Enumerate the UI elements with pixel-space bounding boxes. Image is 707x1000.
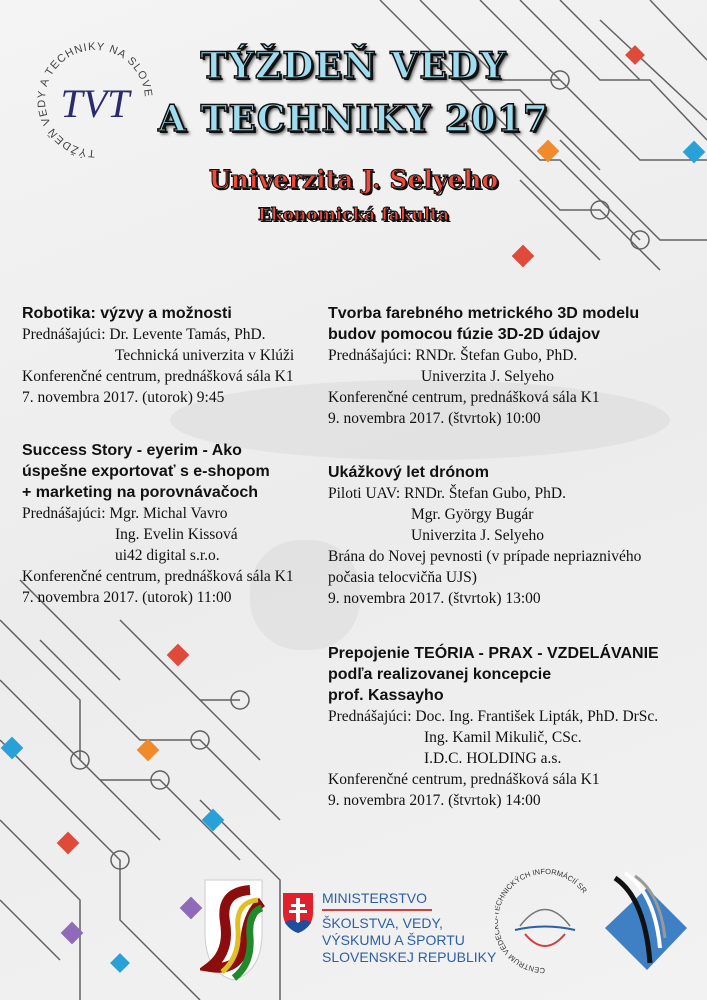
event-speaker: Ing. Evelin Kissová <box>115 526 238 543</box>
event-affiliation: Univerzita J. Selyeho <box>411 527 545 544</box>
event-title: budov pomocou fúzie 3D-2D údajov <box>328 326 601 343</box>
event-3d-model <box>328 303 639 429</box>
title-line1: TÝŽDEŇ VEDY <box>200 45 507 87</box>
event-venue: počasia telocvičňa UJS) <box>328 569 477 586</box>
title-line2: A TECHNIKY 2017 <box>158 98 549 140</box>
event-venue: Konferenčné centrum, prednášková sála K1 <box>328 771 600 788</box>
event-title: prof. Kassayho <box>328 687 444 704</box>
event-robotika <box>22 303 294 408</box>
ministry-logo-text <box>322 890 496 966</box>
svg-text:CENTRUM VEDECKO-TECHNICKÝCH IN: CENTRUM VED HNICKÝCH INFORMÁCIÍ SR <box>495 868 589 976</box>
event-teoria-prax <box>328 643 659 811</box>
event-speaker: Ing. Kamil Mikulič, CSc. <box>424 729 582 746</box>
faculty-name: Ekonomická fakulta <box>257 205 450 225</box>
event-success-story <box>22 440 294 608</box>
event-title: Tvorba farebného metrického 3D modelu <box>328 305 640 322</box>
event-date: 7. novembra 2017. (utorok) 11:00 <box>22 589 232 606</box>
event-date: 9. novembra 2017. (štvrtok) 14:00 <box>328 792 541 809</box>
event-title: Success Story - eyerim - Ako <box>22 442 242 459</box>
event-venue: Brána do Novej pevnosti (v prípade nepriaznivého <box>328 548 642 565</box>
university-name: Univerzita J. Selyeho <box>208 165 499 194</box>
event-drone-flight <box>328 462 641 609</box>
event-venue: Konferenčné centrum, prednášková sála K1 <box>328 389 600 406</box>
event-venue: Konferenčné centrum, prednášková sála K1 <box>22 368 294 385</box>
event-speaker: Prednášajúci: Mgr. Michal Vavro <box>22 505 228 522</box>
event-affiliation: I.D.C. HOLDING a.s. <box>424 750 562 767</box>
ministry-line: SLOVENSKEJ REPUBLIKY <box>322 949 497 965</box>
slovak-coat-of-arms-icon <box>283 893 313 938</box>
event-affiliation: Univerzita J. Selyeho <box>421 368 555 385</box>
event-title: + marketing na porovnávačoch <box>22 484 259 501</box>
cvti-logo <box>495 868 595 983</box>
event-date: 9. novembra 2017. (štvrtok) 13:00 <box>328 590 541 607</box>
event-title: úspešne exportovať s e-shopom <box>22 463 270 480</box>
event-speaker: Prednášajúci: Doc. Ing. František Lipták, PhD. DrSc. <box>328 708 659 725</box>
event-speaker: Mgr. György Bugár <box>411 506 534 523</box>
event-date: 7. novembra 2017. (utorok) 9:45 <box>22 389 225 406</box>
event-date: 9. novembra 2017. (štvrtok) 10:00 <box>328 410 541 427</box>
event-affiliation: ui42 digital s.r.o. <box>115 547 220 564</box>
event-speaker: Prednášajúci: Dr. Levente Tamás, PhD. <box>22 326 266 343</box>
event-affiliation: Technická univerzita v Klúži <box>115 347 295 364</box>
event-speaker: Prednášajúci: RNDr. Štefan Gubo, PhD. <box>328 347 578 364</box>
ministry-line: MINISTERSTVO <box>322 890 432 911</box>
ministry-line: ŠKOLSTVA, VEDY, <box>322 915 443 931</box>
event-venue: Konferenčné centrum, prednášková sála K1 <box>22 568 294 585</box>
event-speaker: Piloti UAV: RNDr. Štefan Gubo, PhD. <box>328 485 566 502</box>
event-title: podľa realizovanej koncepcie <box>328 666 552 683</box>
event-title: Robotika: výzvy a možnosti <box>22 305 232 322</box>
ministry-line: VÝSKUMU A ŠPORTU <box>322 932 465 948</box>
blue-diamond-logo <box>605 868 690 978</box>
ujs-logo <box>200 872 268 987</box>
event-title: Prepojenie TEÓRIA - PRAX - VZDELÁVANIE <box>328 645 659 662</box>
svg-text:TÝŽDEŇ VEDY A TECHNIKY NA SLOV: TÝŽDEŇ VEDY A TECHNIKY NA SLOVE <box>35 40 155 160</box>
svg-text:TVT: TVT <box>60 81 130 126</box>
event-title: Ukážkový let drónom <box>328 464 489 481</box>
